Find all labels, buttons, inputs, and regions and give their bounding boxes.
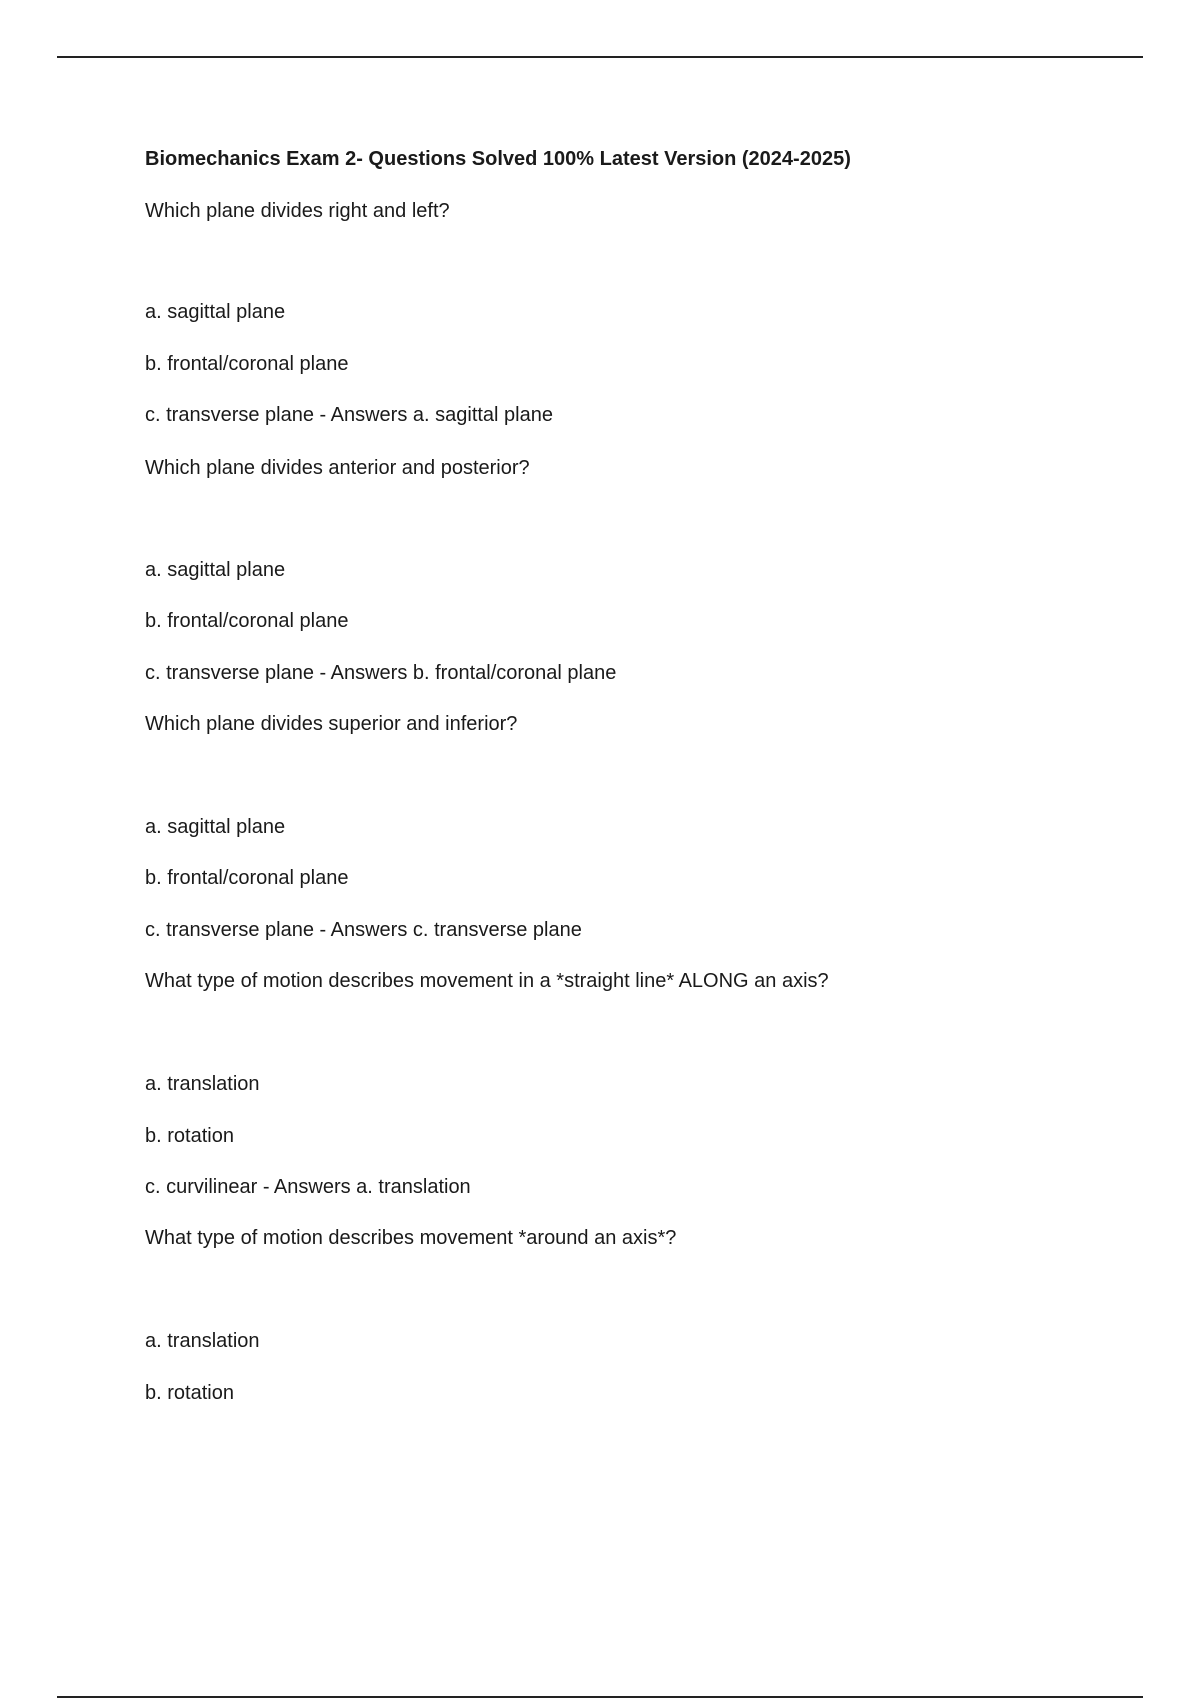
- q1-option-b: b. frontal/coronal plane: [145, 353, 349, 375]
- q4-option-b: b. rotation: [145, 1125, 234, 1147]
- q4-option-c-answer: c. curvilinear - Answers a. translation: [145, 1176, 471, 1198]
- question-2: Which plane divides anterior and posterior?: [145, 457, 530, 479]
- q2-option-c-answer: c. transverse plane - Answers b. frontal/coronal plane: [145, 662, 617, 684]
- question-1: Which plane divides right and left?: [145, 200, 450, 222]
- q3-option-c-answer: c. transverse plane - Answers c. transverse plane: [145, 919, 582, 941]
- footer-rule: [57, 1696, 1143, 1698]
- q5-option-a: a. translation: [145, 1330, 260, 1352]
- q3-option-b: b. frontal/coronal plane: [145, 867, 349, 889]
- q3-option-a: a. sagittal plane: [145, 816, 286, 838]
- q2-option-a: a. sagittal plane: [145, 559, 286, 581]
- q4-option-a: a. translation: [145, 1073, 260, 1095]
- document-title: Biomechanics Exam 2- Questions Solved 100% Latest Version (2024-2025): [145, 148, 851, 170]
- q2-option-b: b. frontal/coronal plane: [145, 610, 349, 632]
- question-4: What type of motion describes movement in a *straight line* ALONG an axis?: [145, 970, 829, 992]
- q1-option-a: a. sagittal plane: [145, 301, 286, 323]
- header-rule: [57, 56, 1143, 58]
- q1-option-c-answer: c. transverse plane - Answers a. sagittal plane: [145, 404, 553, 426]
- question-5: What type of motion describes movement *around an axis*?: [145, 1227, 677, 1249]
- question-3: Which plane divides superior and inferior?: [145, 713, 518, 735]
- q5-option-b: b. rotation: [145, 1382, 234, 1404]
